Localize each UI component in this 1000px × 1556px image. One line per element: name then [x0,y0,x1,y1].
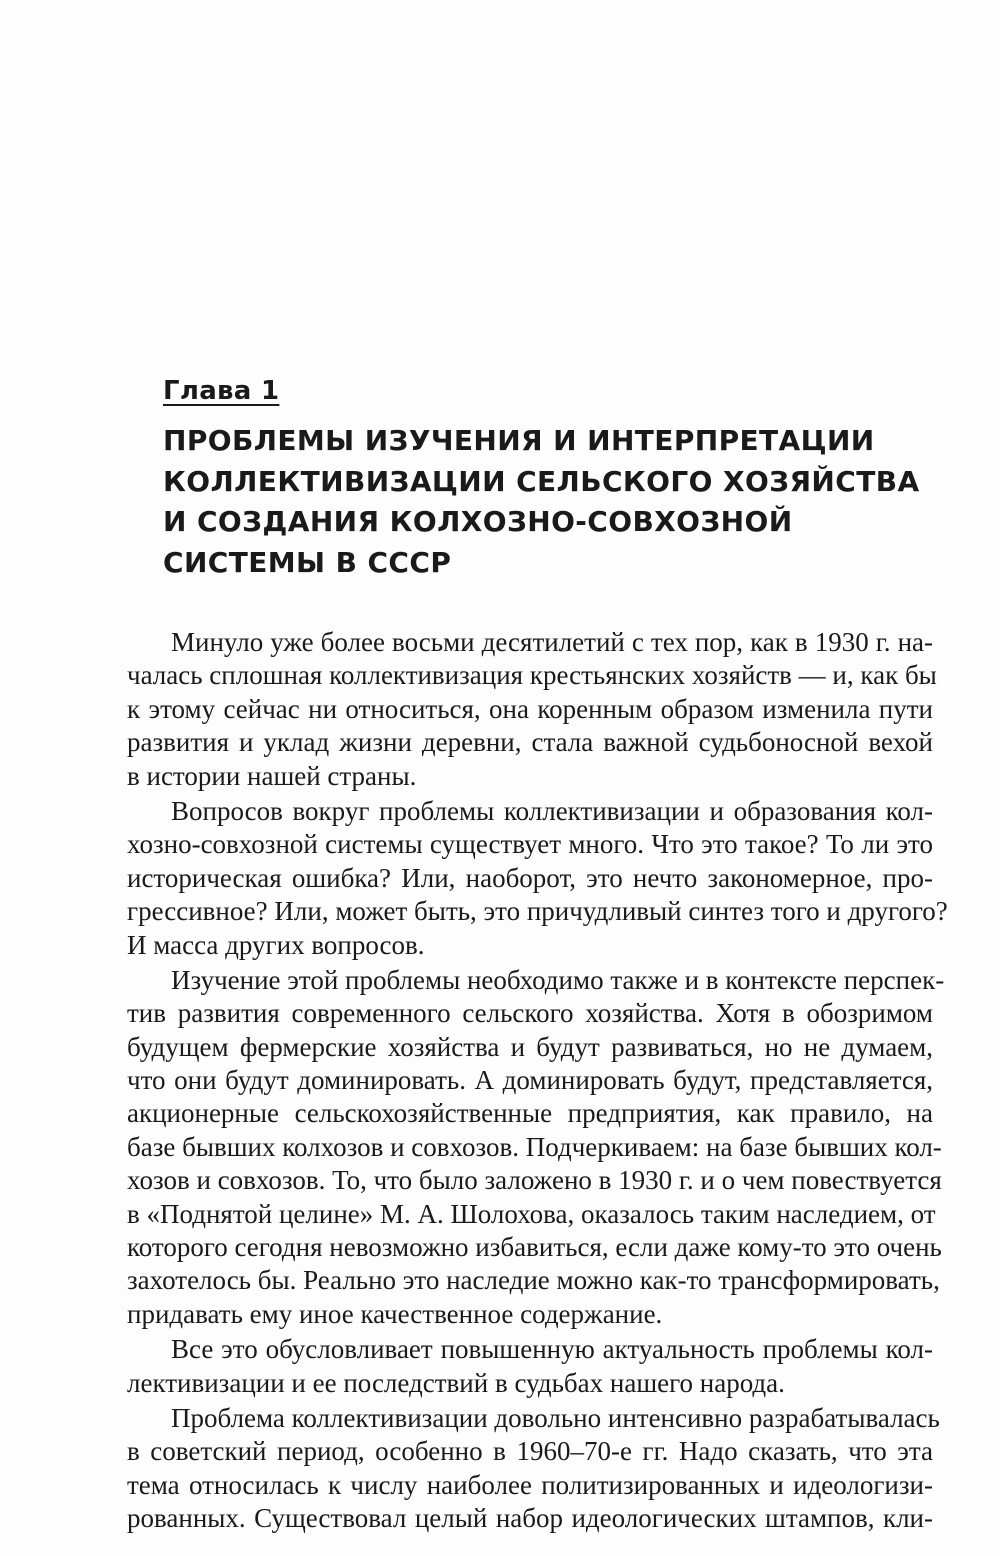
text-line: в «Поднятой целине» М. А. Шолохова, оказалось таким наследием, от [127,1198,936,1229]
body-text [127,626,948,1538]
text-line: развития и уклад жизни деревни, стала важной судьбоносной вехой [127,727,933,758]
chapter-title-line: КОЛЛЕКТИВИЗАЦИИ СЕЛЬСКОГО ХОЗЯЙСТВА [163,464,920,498]
text-line: хозно-совхозной системы существует много. Что это такое? То ли это [127,829,933,860]
text-line: которого сегодня невозможно избавиться, если даже кому-то это очень [127,1232,942,1263]
text-line: лективизации и ее последствий в судьбах нашего народа. [127,1367,785,1398]
paragraph [127,1333,933,1400]
text-line: Минуло уже более восьми десятилетий с тех пор, как в 1930 г. на- [171,627,933,657]
text-line: хозов и совхозов. То, что было заложено в 1930 г. и о чем повествуется [127,1165,942,1196]
paragraph [127,795,948,962]
text-line: рованных. Существовал целый набор идеологических штампов, кли- [127,1503,933,1534]
text-line: в советский период, особенно в 1960–70-е гг. Надо сказать, что эта [127,1436,933,1467]
chapter-title-line: СИСТЕМЫ В СССР [163,545,452,579]
chapter-title-line: ПРОБЛЕМЫ ИЗУЧЕНИЯ И ИНТЕРПРЕТАЦИИ [163,424,875,457]
paragraph [127,626,937,793]
chapter-title-line: И СОЗДАНИЯ КОЛХОЗНО-СОВХОЗНОЙ [163,505,793,538]
text-line: грессивное? Или, может быть, это причудливый синтез того и другого? [127,896,948,927]
text-line: историческая ошибка? Или, наоборот, это нечто закономерное, про- [127,862,933,893]
text-line: И масса других вопросов. [127,929,425,960]
paragraph [127,964,945,1331]
text-line: Изучение этой проблемы необходимо также и в контексте перспек- [171,964,945,995]
text-line: будущем фермерские хозяйства и будут развиваться, но не думаем, [127,1031,933,1062]
text-line: Проблема коллективизации довольно интенсивно разрабатывалась [171,1402,940,1433]
chapter-label: Глава 1 [163,376,280,406]
paragraph [127,1402,940,1536]
text-line: захотелось бы. Реально это наследие можно как-то трансформировать, [127,1265,940,1296]
text-line: к этому сейчас ни относиться, она коренным образом изменила пути [127,693,933,724]
chapter-title [163,421,923,583]
text-line: Все это обусловливает повышенную актуальность проблемы кол- [171,1334,933,1365]
text-line: акционерные сельскохозяйственные предприятия, как правило, на [127,1098,933,1129]
text-line: придавать ему иное качественное содержание. [127,1298,663,1329]
text-line: что они будут доминировать. А доминировать будут, представляется, [127,1065,933,1096]
text-line: в истории нашей страны. [127,760,417,791]
text-line: тив развития современного сельского хозяйства. Хотя в обозримом [127,998,933,1029]
text-line: Вопросов вокруг проблемы коллективизации и образования кол- [171,795,933,826]
text-line: чалась сплошная коллективизация крестьянских хозяйств — и, как бы [127,660,937,691]
text-line: базе бывших колхозов и совхозов. Подчеркиваем: на базе бывших кол- [127,1131,942,1162]
text-line: тема относилась к числу наиболее политизированных и идеологизи- [127,1469,933,1500]
